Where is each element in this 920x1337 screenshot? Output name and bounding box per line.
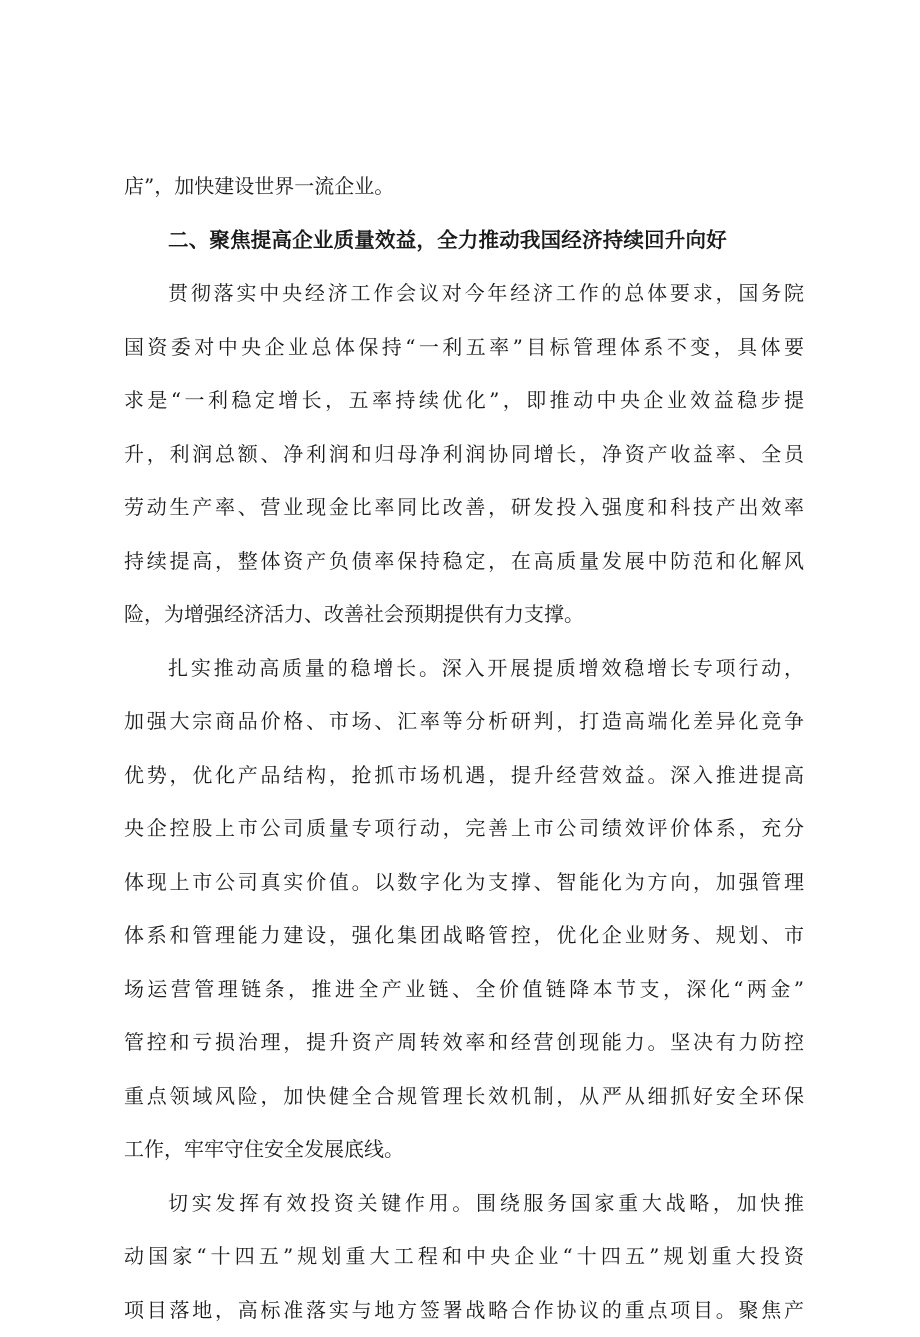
text-line: 加强大宗商品价格、市场、汇率等分析研判，打造高端化差异化竞争 xyxy=(124,695,804,749)
text-line: 国资委对中央企业总体保持“一利五率”目标管理体系不变，具体要 xyxy=(124,321,804,375)
text-line: 管控和亏损治理，提升资产周转效率和经营创现能力。坚决有力防控 xyxy=(124,1016,804,1070)
text-line: 项目落地，高标准落实与地方签署战略合作协议的重点项目。聚焦产 xyxy=(124,1284,804,1337)
text-line: 切实发挥有效投资关键作用。围绕服务国家重大战略，加快推 xyxy=(124,1177,804,1231)
text-line: 工作，牢牢守住安全发展底线。 xyxy=(124,1123,804,1177)
text-line: 店”，加快建设世界一流企业。 xyxy=(124,160,804,214)
text-line: 动国家“十四五”规划重大工程和中央企业“十四五”规划重大投资 xyxy=(124,1230,804,1284)
text-line: 体现上市公司真实价值。以数字化为支撑、智能化为方向，加强管理 xyxy=(124,856,804,910)
text-line: 升，利润总额、净利润和归母净利润协同增长，净资产收益率、全员 xyxy=(124,428,804,482)
text-line: 扎实推动高质量的稳增长。深入开展提质增效稳增长专项行动， xyxy=(124,642,804,696)
text-line: 求是“一利稳定增长，五率持续优化”，即推动中央企业效益稳步提 xyxy=(124,374,804,428)
text-line: 持续提高，整体资产负债率保持稳定，在高质量发展中防范和化解风 xyxy=(124,535,804,589)
section-heading xyxy=(124,214,804,268)
text-line: 体系和管理能力建设，强化集团战略管控，优化企业财务、规划、市 xyxy=(124,909,804,963)
paragraph-stable-growth xyxy=(124,642,804,1177)
heading-line: 二、聚焦提高企业质量效益，全力推动我国经济持续回升向好 xyxy=(124,214,804,268)
text-line: 劳动生产率、营业现金比率同比改善，研发投入强度和科技产出效率 xyxy=(124,481,804,535)
text-line: 优势，优化产品结构，抢抓市场机遇，提升经营效益。深入推进提高 xyxy=(124,749,804,803)
document-page xyxy=(124,160,804,1337)
text-line: 央企控股上市公司质量专项行动，完善上市公司绩效评价体系，充分 xyxy=(124,802,804,856)
text-line: 险，为增强经济活力、改善社会预期提供有力支撑。 xyxy=(124,588,804,642)
paragraph-investment xyxy=(124,1177,804,1337)
text-line: 重点领域风险，加快健全合规管理长效机制，从严从细抓好安全环保 xyxy=(124,1070,804,1124)
text-line: 场运营管理链条，推进全产业链、全价值链降本节支，深化“两金” xyxy=(124,963,804,1017)
text-line: 贯彻落实中央经济工作会议对今年经济工作的总体要求，国务院 xyxy=(124,267,804,321)
paragraph-continuation xyxy=(124,160,804,214)
paragraph-targets xyxy=(124,267,804,642)
